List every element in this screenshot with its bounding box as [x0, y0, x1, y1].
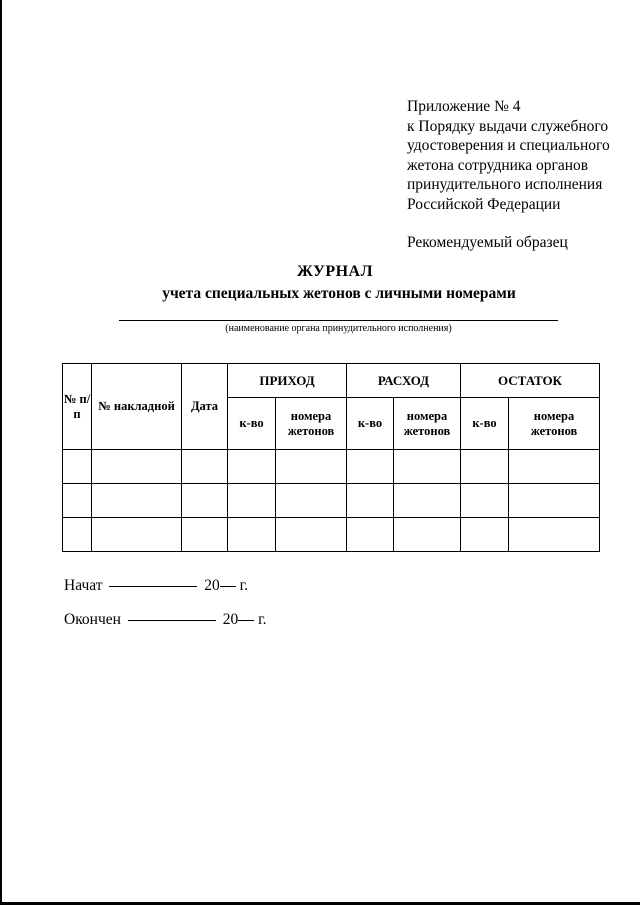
recommended-sample-label: Рекомендуемый образец [407, 234, 568, 251]
appendix-line: удостоверения и специального [407, 137, 610, 154]
table-cell[interactable] [461, 484, 509, 518]
finished-year-blank[interactable] [238, 620, 254, 621]
table-cell[interactable] [182, 484, 228, 518]
header-row-number: № п/п [63, 364, 92, 450]
table-cell[interactable] [509, 484, 600, 518]
table-cell[interactable] [182, 450, 228, 484]
table-cell[interactable] [63, 518, 92, 552]
table-row [63, 484, 600, 518]
header-balance-qty: к-во [461, 398, 509, 450]
header-income-numbers: номера жетонов [276, 398, 347, 450]
table-cell[interactable] [228, 450, 276, 484]
header-balance-numbers: номера жетонов [509, 398, 600, 450]
header-expense-numbers: номера жетонов [394, 398, 461, 450]
organization-name-caption: (наименование органа принудительного исполнения) [225, 323, 452, 334]
started-year-blank[interactable] [220, 586, 236, 587]
table-cell[interactable] [461, 450, 509, 484]
header-income-qty: к-во [228, 398, 276, 450]
appendix-line: Приложение № 4 [407, 98, 521, 115]
page-border-left [0, 0, 2, 905]
journal-table [62, 363, 600, 552]
table-row [63, 518, 600, 552]
table-cell[interactable] [394, 518, 461, 552]
table-cell[interactable] [63, 484, 92, 518]
table-cell[interactable] [347, 518, 394, 552]
table-cell[interactable] [394, 484, 461, 518]
finished-date-blank[interactable] [128, 620, 216, 621]
journal-title: ЖУРНАЛ [296, 263, 374, 280]
finished-year-prefix: 20 [222, 611, 239, 628]
table-cell[interactable] [509, 518, 600, 552]
table-cell[interactable] [461, 518, 509, 552]
table-cell[interactable] [276, 484, 347, 518]
table-cell[interactable] [92, 450, 182, 484]
table-cell[interactable] [92, 484, 182, 518]
journal-subtitle: учета специальных жетонов с личными номерами [162, 285, 516, 302]
header-expense: РАСХОД [347, 364, 461, 398]
header-date: Дата [182, 364, 228, 450]
table-cell[interactable] [276, 450, 347, 484]
header-balance: ОСТАТОК [461, 364, 600, 398]
appendix-block [407, 97, 632, 253]
appendix-line: принудительного исполнения [407, 176, 603, 193]
journal-finished [64, 611, 267, 629]
table-cell[interactable] [92, 518, 182, 552]
finished-label: Окончен [64, 611, 121, 628]
started-label: Начат [64, 577, 103, 594]
header-invoice-number: № накладной [92, 364, 182, 450]
table-cell[interactable] [509, 450, 600, 484]
organization-name-line[interactable] [119, 320, 558, 321]
started-year-prefix: 20 [204, 577, 220, 594]
table-cell[interactable] [347, 450, 394, 484]
finished-year-suffix: г. [258, 611, 267, 628]
table-cell[interactable] [228, 484, 276, 518]
started-year-suffix: г. [239, 577, 249, 594]
table-cell[interactable] [182, 518, 228, 552]
started-date-blank[interactable] [109, 586, 197, 587]
header-expense-qty: к-во [347, 398, 394, 450]
table-cell[interactable] [276, 518, 347, 552]
table-cell[interactable] [63, 450, 92, 484]
table-row [63, 450, 600, 484]
journal-started [64, 577, 248, 595]
header-income: ПРИХОД [228, 364, 347, 398]
table-cell[interactable] [347, 484, 394, 518]
appendix-line: жетона сотрудника органов [407, 156, 589, 174]
appendix-line: Российской Федерации [407, 195, 561, 213]
table-cell[interactable] [394, 450, 461, 484]
table-cell[interactable] [228, 518, 276, 552]
appendix-line: к Порядку выдачи служебного [407, 117, 609, 135]
